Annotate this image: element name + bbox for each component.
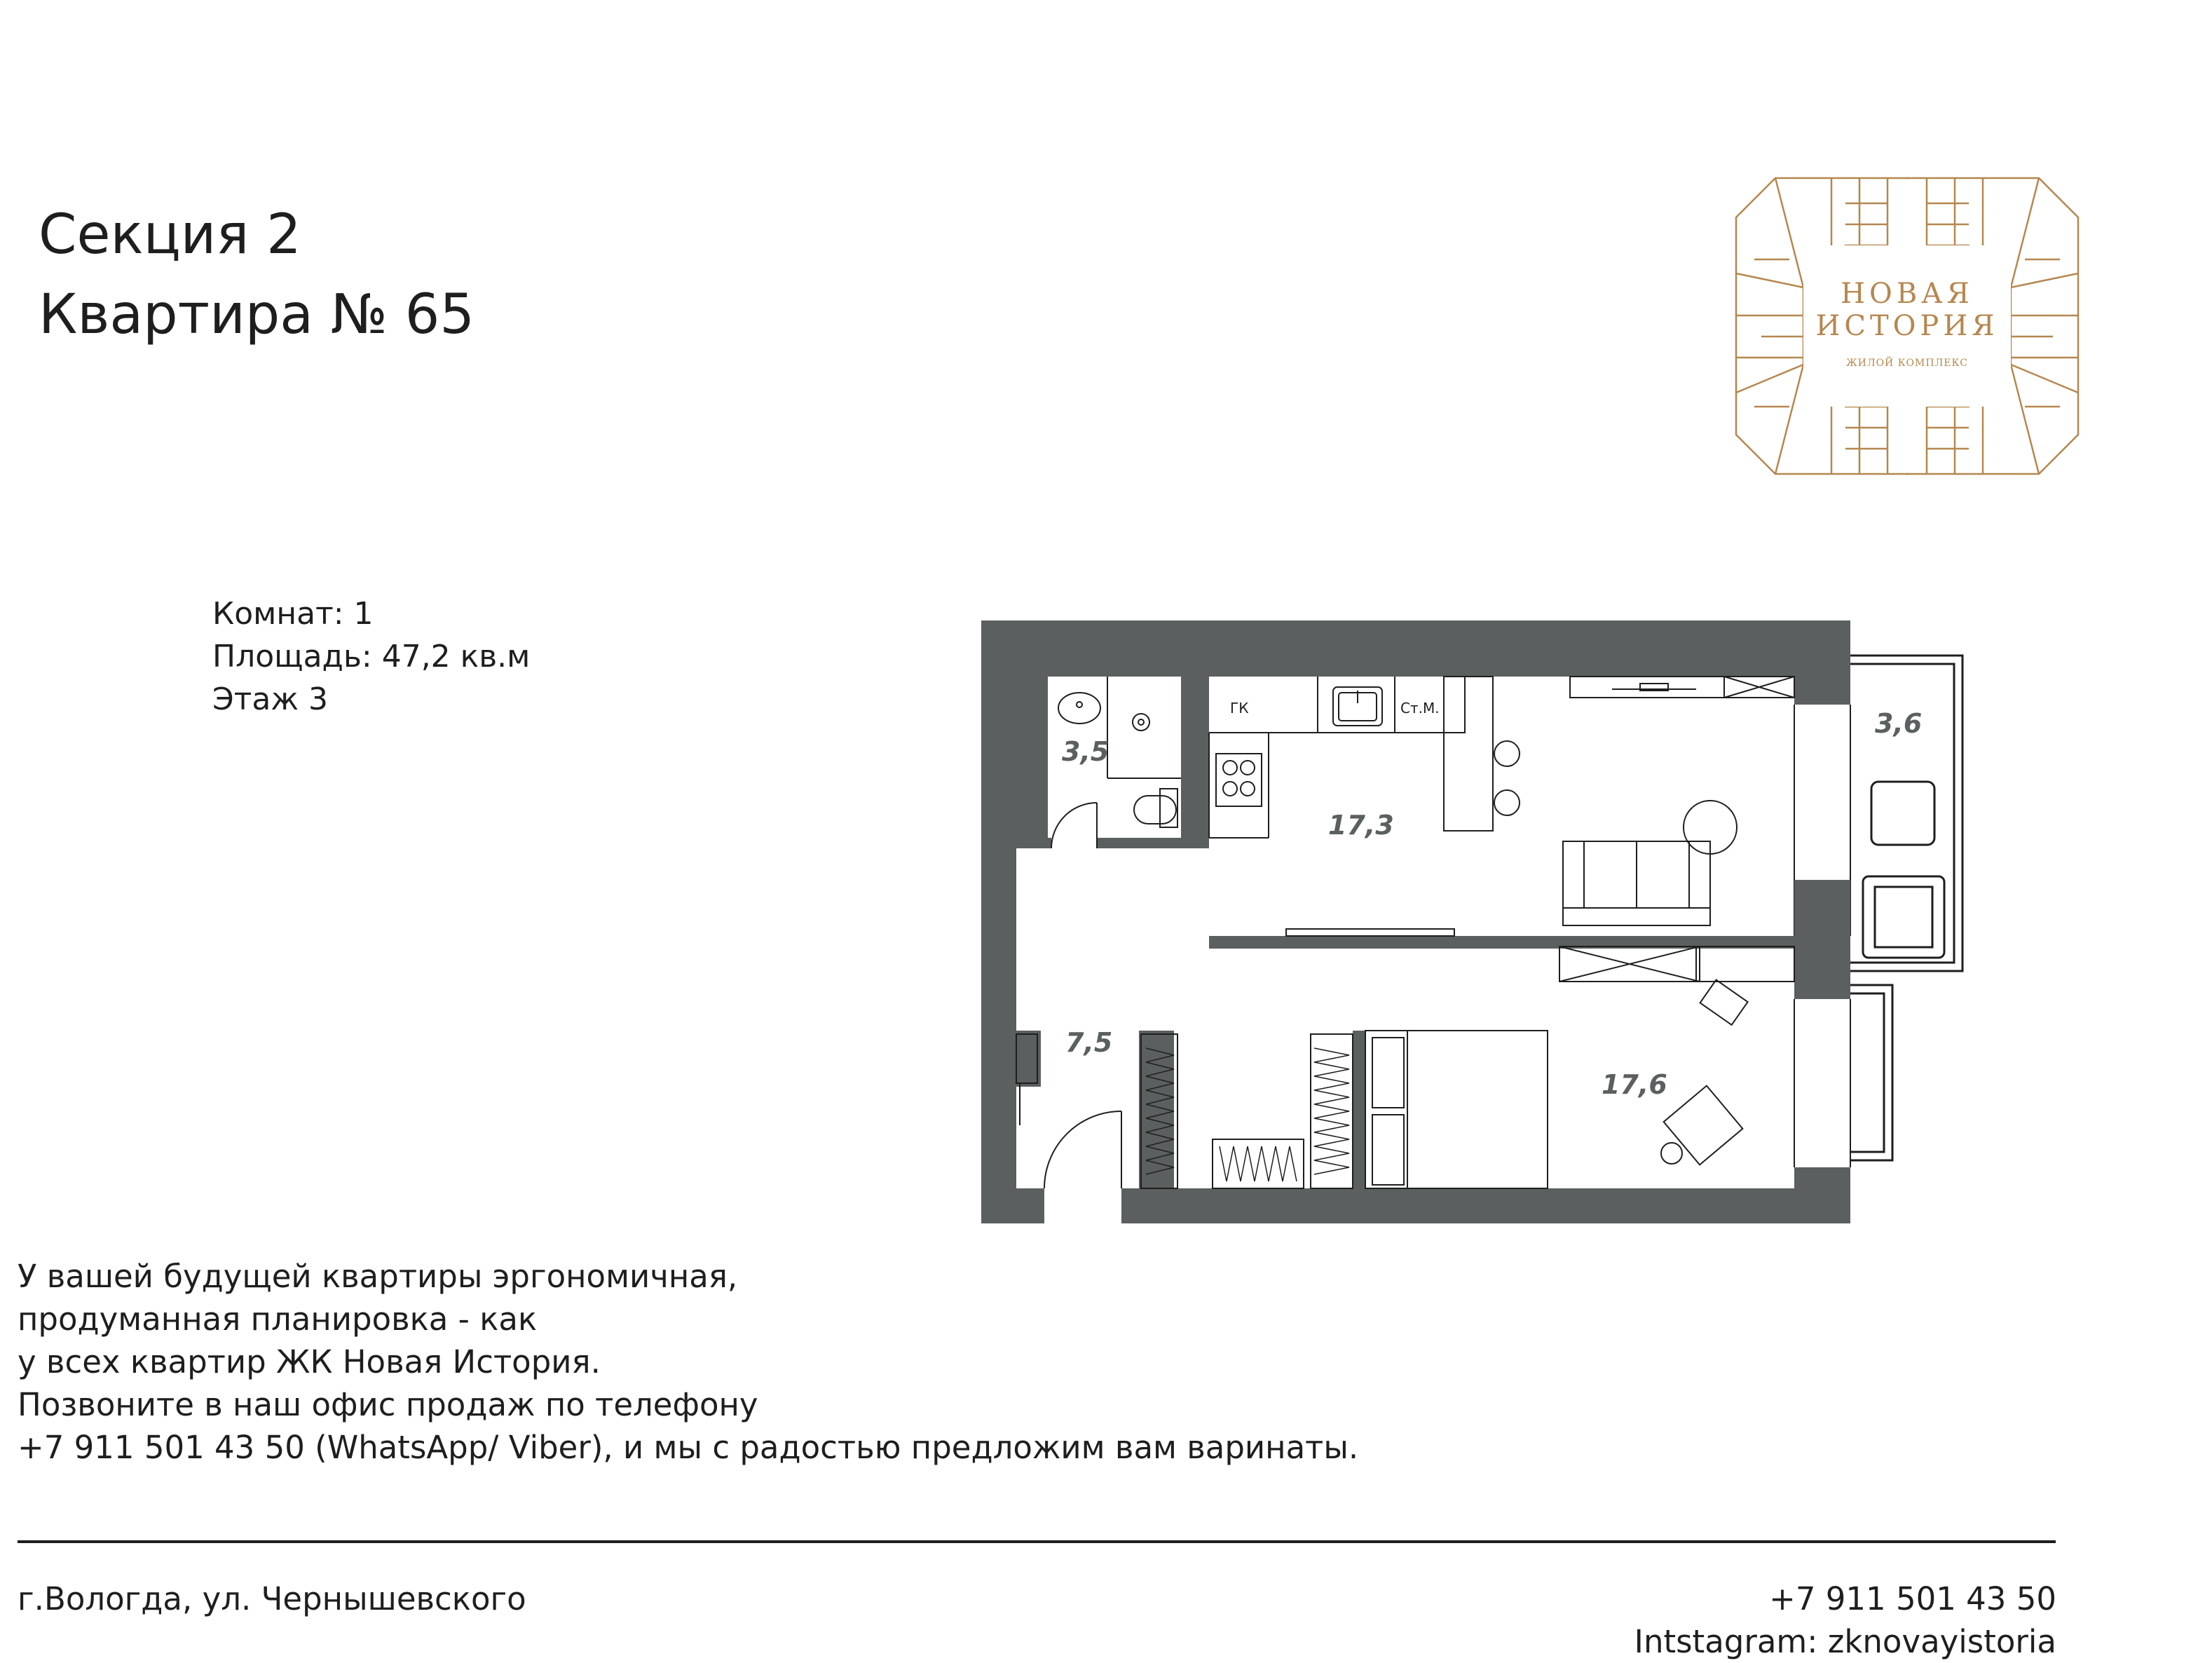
description-line: У вашей будущей квартиры эргономичная, [18,1258,738,1295]
description [18,1255,1358,1469]
hall-fixtures [1016,946,1794,1188]
logo-subtitle: ЖИЛОЙ КОМПЛЕКС [1845,358,1969,369]
section-title: Секция 2 [39,203,301,266]
hall-area: 7,5 [1065,1027,1113,1058]
floor-number: Этаж 3 [212,681,328,717]
footer-divider [18,1540,2056,1543]
interior-walls [1016,677,1794,1188]
bedroom-furniture [1365,1031,1742,1188]
bathroom-area: 3,5 [1062,736,1110,767]
floor-plan [981,620,1977,1223]
footer-address: г.Вологда, ул. Чернышевского [18,1580,526,1617]
logo-line-1: НОВАЯ [1841,278,1974,310]
rooms-count: Комнат: 1 [212,596,374,632]
description-line: продуманная планировка - как [18,1301,538,1338]
footer-contacts [1634,1577,2056,1663]
dishwasher-label: Ст.М. [1400,700,1440,717]
logo-line-2: ИСТОРИЯ [1815,310,1999,342]
gas-boiler-label: ГК [1230,700,1249,717]
footer-instagram[interactable]: Intstagram: zknovayistoria [1634,1623,2056,1660]
description-line: Позвоните в наш офис продаж по телефону [18,1386,758,1423]
apartment-title: Квартира № 65 [39,283,475,346]
footer-phone[interactable]: +7 911 501 43 50 [1769,1580,2056,1617]
description-line: +7 911 501 43 50 (WhatsApp/ Viber), и мы с радостью предложим вам варинаты. [18,1429,1359,1466]
bedroom-area: 17,6 [1602,1069,1667,1100]
residential-complex-logo [1733,175,2081,477]
description-line: у всех квартир ЖК Новая История. [18,1343,601,1380]
wardrobe-hangers [1146,1048,1349,1181]
kitchen-fixtures [1209,677,1794,838]
total-area: Площадь: 47,2 кв.м [212,639,531,674]
kitchen-living-area: 17,3 [1328,810,1394,841]
page-title [39,195,475,355]
balcony-area: 3,6 [1875,708,1923,739]
apartment-specs [212,592,530,721]
